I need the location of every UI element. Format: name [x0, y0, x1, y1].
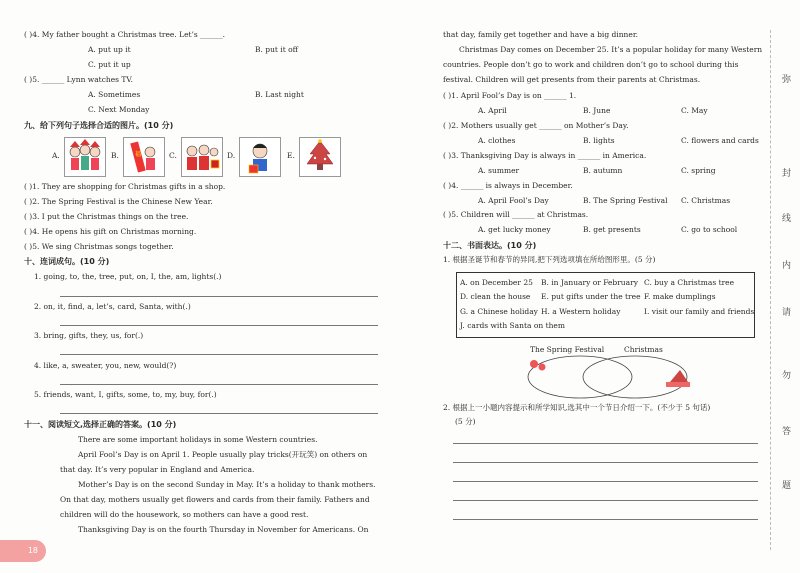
passage-line: Christmas Day comes on December 25. It’s a popular holiday for many Western — [459, 45, 763, 54]
option-b: B. put it off — [255, 45, 298, 54]
option-item: A. on December 25 — [460, 278, 533, 287]
passage-line: Mother’s Day is on the second Sunday in May. It’s a holiday to thank mothers. — [78, 480, 376, 489]
option-a: A. April Fool’s Day — [478, 196, 549, 205]
section-10-title: 十、连词成句。(10 分) — [24, 257, 110, 266]
writing-line[interactable] — [453, 443, 758, 444]
picture-label-a: A. — [52, 151, 60, 160]
option-item: G. a Chinese holiday — [460, 307, 538, 316]
match-item-5: ( )5. We sing Christmas songs together. — [24, 242, 174, 251]
picture-label-c: C. — [169, 151, 177, 160]
option-b: B. lights — [583, 136, 615, 145]
binding-line — [770, 30, 771, 550]
passage-line: There are some important holidays in some Western countries. — [78, 435, 318, 444]
option-item: F. make dumplings — [644, 292, 716, 301]
passage-line: festival. Children will get presents from their parents at Christmas. — [443, 75, 701, 84]
word-order-item-4: 4. like, a, sweater, you, new, would(?) — [34, 361, 177, 370]
match-item-4: ( )4. He opens his gift on Christmas morning. — [24, 227, 197, 236]
option-item: D. clean the house — [460, 292, 531, 301]
binding-char: 内 — [782, 261, 792, 271]
writing-question-1: 1. 根据圣诞节和春节的异同,把下列选项填在所给图形里。(5 分) — [443, 255, 656, 264]
word-order-item-3: 3. bring, gifts, they, us, for(.) — [34, 331, 144, 340]
reading-question-4: ( )4. ______ is always in December. — [443, 181, 573, 190]
passage-line: Thanksgiving Day is on the fourth Thursday in November for Americans. On — [78, 525, 369, 534]
option-a: A. put up it — [88, 45, 131, 54]
picture-c-gift-shopping — [181, 137, 223, 177]
option-c: C. go to school — [681, 225, 738, 234]
venn-diagram — [520, 352, 695, 402]
writing-score: (5 分) — [455, 417, 476, 426]
passage-line: On that day, mothers usually get flowers and cards from their family. Fathers and — [60, 495, 370, 504]
option-item: E. put gifts under the tree — [541, 292, 641, 301]
picture-label-e: E. — [287, 151, 295, 160]
option-item: J. cards with Santa on them — [460, 321, 565, 330]
writing-line[interactable] — [453, 519, 758, 520]
match-item-2: ( )2. The Spring Festival is the Chinese New Year. — [24, 197, 213, 206]
section-11-title: 十一、阅读短文,选择正确的答案。(10 分) — [24, 420, 177, 429]
answer-line[interactable] — [60, 325, 378, 326]
page-number-tab — [0, 540, 46, 562]
binding-char: 请 — [782, 308, 792, 318]
option-a: A. April — [478, 106, 507, 115]
binding-char: 线 — [782, 214, 792, 224]
answer-line[interactable] — [60, 354, 378, 355]
passage-line: countries. People don’t go to work and children don’t go to school during this — [443, 60, 739, 69]
passage-line: children will do the housework, so mothers can have a good rest. — [60, 510, 309, 519]
word-order-item-1: 1. going, to, the, tree, put, on, I, the, am, lights(.) — [34, 272, 222, 281]
picture-label-b: B. — [111, 151, 119, 160]
option-item: H. a Western holiday — [541, 307, 621, 316]
reading-question-5: ( )5. Children will ______ at Christmas. — [443, 210, 589, 219]
option-b: B. autumn — [583, 166, 623, 175]
passage-line: April Fool’s Day is on April 1. People usually play tricks(开玩笑) on others on — [78, 450, 368, 459]
option-a: A. clothes — [478, 136, 516, 145]
option-item: C. buy a Christmas tree — [644, 278, 735, 287]
option-a: A. Sometimes — [88, 90, 141, 99]
match-item-3: ( )3. I put the Christmas things on the tree. — [24, 212, 189, 221]
question-5: ( )5. ______ Lynn watches TV. — [24, 75, 133, 84]
binding-char: 勿 — [782, 371, 792, 381]
writing-line[interactable] — [453, 500, 758, 501]
word-order-item-2: 2. on, it, find, a, let’s, card, Santa, with(.) — [34, 302, 191, 311]
option-item: B. in January or February — [541, 278, 638, 287]
passage-line: that day, family get together and have a big dinner. — [443, 30, 638, 39]
option-item: I. visit our family and friends — [644, 307, 755, 316]
writing-line[interactable] — [453, 481, 758, 482]
option-b: B. Last night — [255, 90, 304, 99]
picture-b-new-year-couplet — [123, 137, 165, 177]
reading-question-1: ( )1. April Fool’s Day is on ______ 1. — [443, 91, 577, 100]
binding-char: 题 — [782, 481, 792, 491]
option-a: A. summer — [478, 166, 520, 175]
option-c: C. spring — [681, 166, 716, 175]
writing-line[interactable] — [453, 462, 758, 463]
binding-char: 答 — [782, 427, 792, 437]
binding-char: 弥 — [782, 75, 792, 85]
option-b: B. The Spring Festival — [583, 196, 668, 205]
venn-label-christmas: Christmas — [624, 345, 663, 354]
option-c: C. put it up — [88, 60, 131, 69]
picture-e-christmas-tree — [299, 137, 341, 177]
option-c: C. Next Monday — [88, 105, 150, 114]
question-4: ( )4. My father bought a Christmas tree. Let’s ______. — [24, 30, 226, 39]
option-c: C. May — [681, 106, 708, 115]
picture-a-kids-singing — [64, 137, 106, 177]
match-item-1: ( )1. They are shopping for Christmas gifts in a shop. — [24, 182, 226, 191]
passage-line: that day. It’s very popular in England and America. — [60, 465, 255, 474]
venn-label-spring-festival: The Spring Festival — [530, 345, 605, 354]
reading-question-2: ( )2. Mothers usually get ______ on Mother’s Day. — [443, 121, 629, 130]
option-a: A. get lucky money — [478, 225, 551, 234]
option-b: B. June — [583, 106, 611, 115]
answer-line[interactable] — [60, 413, 378, 414]
section-9-title: 九、给下列句子选择合适的图片。(10 分) — [24, 121, 174, 130]
answer-line[interactable] — [60, 384, 378, 385]
option-c: C. flowers and cards — [681, 136, 759, 145]
binding-char: 封 — [782, 169, 792, 179]
reading-question-3: ( )3. Thanksgiving Day is always in ______ in America. — [443, 151, 647, 160]
page-number: 18 — [27, 546, 38, 555]
picture-label-d: D. — [227, 151, 236, 160]
christmas-decoration-icon — [666, 370, 690, 387]
section-12-title: 十二、书面表达。(10 分) — [443, 241, 537, 250]
picture-d-boy-with-gift — [239, 137, 281, 177]
option-c: C. Christmas — [681, 196, 731, 205]
svg-text:福: 福 — [135, 151, 142, 158]
word-order-item-5: 5. friends, want, I, gifts, some, to, my, buy, for(.) — [34, 390, 217, 399]
answer-line[interactable] — [60, 296, 378, 297]
option-b: B. get presents — [583, 225, 641, 234]
writing-question-2: 2. 根据上一小题内容提示和所学知识,选其中一个节日介绍一下。(不少于 5 句话) — [443, 403, 711, 412]
